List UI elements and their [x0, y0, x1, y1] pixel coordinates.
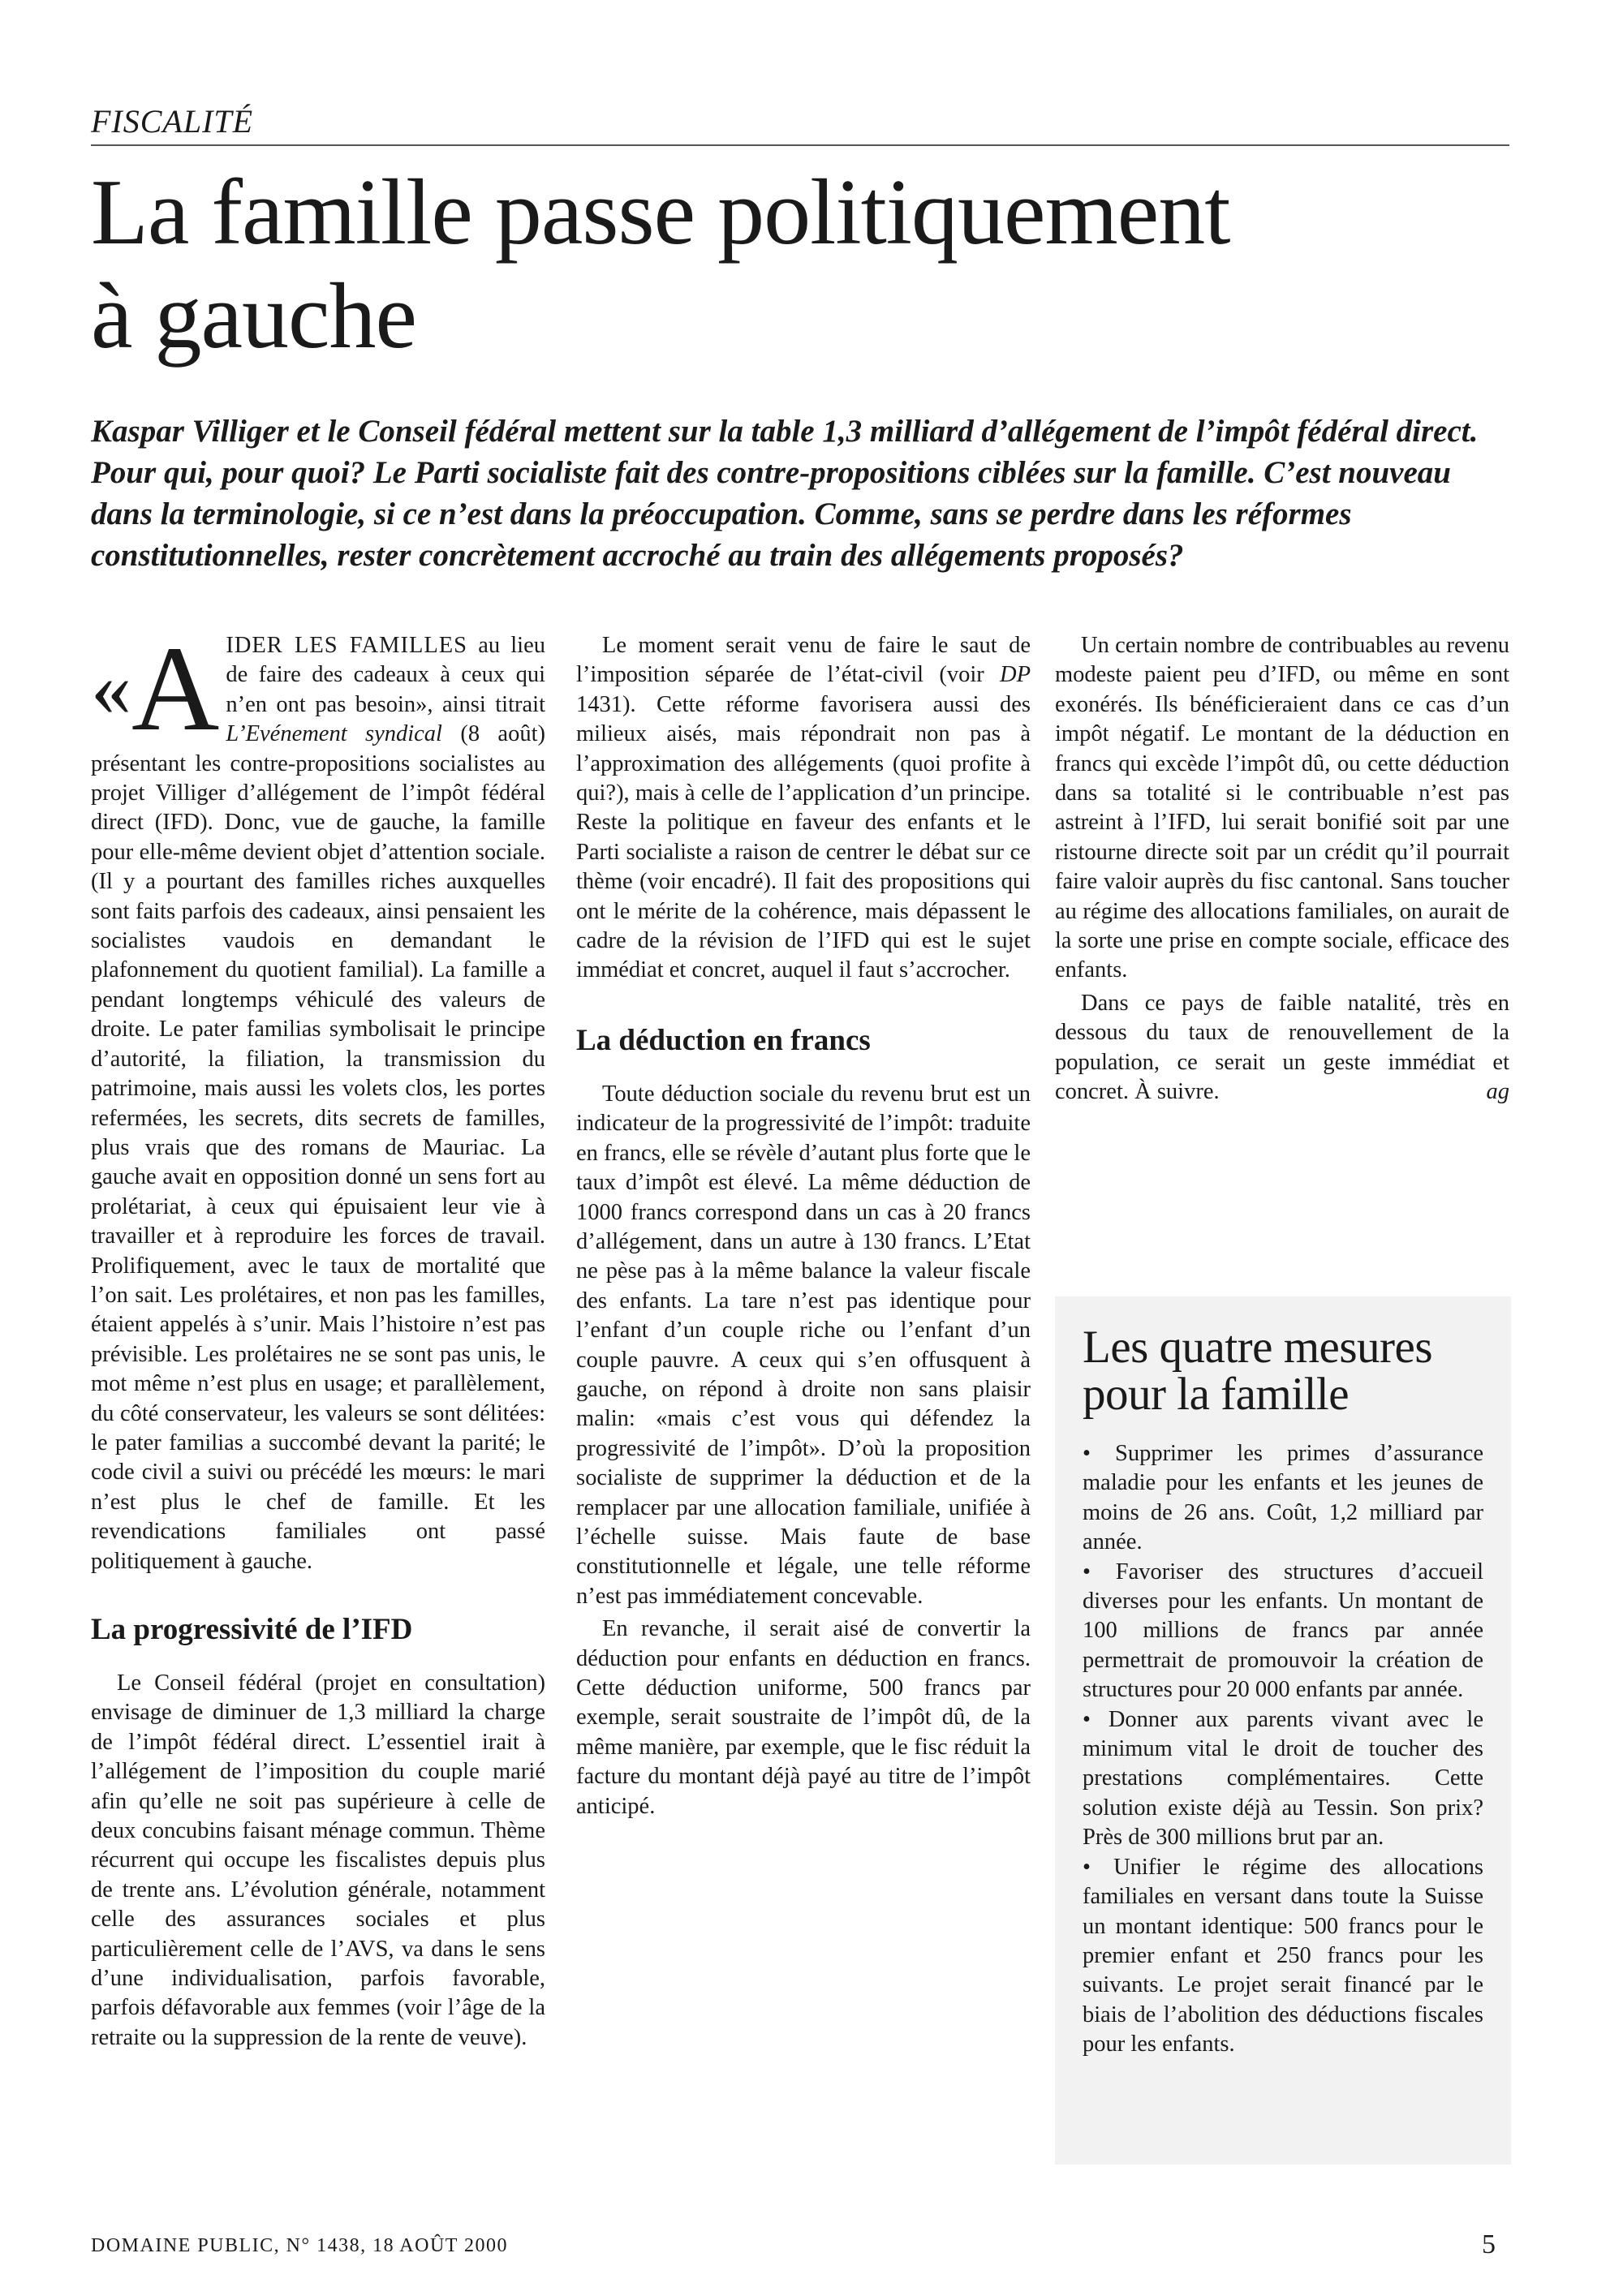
sidebar-item: • Supprimer les primes d’assurance maladie pour les enfants et les jeunes de moins de 26 ans. Coût, 1,2 milliard par année. [1083, 1441, 1483, 1555]
article-paragraph-4: Toute déduction sociale du revenu brut est un indicateur de la progressivité de l’impôt: traduite en francs, elle se révèle d’autant plus forte que le taux d’impôt est élevé. La même déduction de 1000 francs correspond dans un cas à 20 francs d’allégement, dans un autre à 130 francs. L’Etat ne pèse pas à la même balance la valeur fiscale des enfants. La tare n’est pas identique pour l’enfant d’un couple riche ou l’enfant d’un couple pauvre. A ceux qui s’en offusquent à gauche, on répond à droite non sans plaisir malin: «mais c’est vous qui défendez la progressivité de l’impôt». D’où la proposition socialiste de supprimer la déduction et de la remplacer par une allocation familiale, unifiée à l’échelle suisse. Mais faute de base constitutionnelle et légale, une telle réforme n’est pas immédiatement concevable. [576, 1081, 1031, 1609]
sidebar-box [1055, 1296, 1511, 2165]
article-column-3 [1055, 631, 1509, 1107]
article-paragraph-7 [1055, 989, 1509, 1107]
paragraph-1-text-a: au lieu de faire des cadeaux à ceux qui n’en ont pas besoin», ainsi titrait [226, 633, 546, 717]
article-paragraph-5: En revanche, il serait aisé de convertir la déduction pour enfants en déduction en francs. Cette déduction uniforme, 500 francs par exemple, serait soustraite de l’impôt dû, de la même manière, par exemple, que le fisc réduit la facture du montant déjà payé au titre de l’impôt anticipé. [576, 1616, 1031, 1819]
drop-cap-guillemet: « [91, 643, 131, 733]
article-paragraph-1 [91, 621, 546, 1576]
paragraph-3-text-a: Le moment serait venu de faire le saut de l’imposition séparée de l’état-civil (voir [576, 633, 1031, 688]
page-number: 5 [1482, 2229, 1496, 2259]
article-column-1 [91, 621, 546, 2053]
opening-smallcaps: IDER LES FAMILLES [226, 633, 468, 658]
header-rule [91, 144, 1509, 146]
headline-line-2: à gauche [91, 264, 416, 368]
sidebar-item: • Unifier le régime des allocations familiales en versant dans toute la Suisse un montant identique: 500 francs pour le premier enfant et 250 francs pour les suivants. Le projet serait financé par le biais de l’abolition des déductions fiscales pour les enfants. [1083, 1854, 1483, 2057]
paragraph-1-text-b: (8 août) présentant les contre-propositions socialistes au projet Villiger d’allégement de l’impôt fédéral direct (IFD). Donc, vue de gauche, la famille pour elle-même devient objet d’attention sociale. (Il y a pourtant des familles riches auxquelles sont faits parfois des cadeaux, ainsi pensaient les socialistes vaudois en demandant le plafonnement du quotient familial). La famille a pendant longtemps véhiculé des valeurs de droite. Le pater familias symbolisait le principe d’autorité, la filiation, la transmission du patrimoine, mais aussi les volets clos, les portes refermées, les secrets, dits secrets de familles, plus vrais que des romans de Mauriac. La gauche avait en opposition donné un sens fort au prolétariat, à ceux qui épuisaient leur vie à travailler et à reproduire les forces de travail. Prolifiquement, avec le taux de mortalité que l’on sait. Les prolétaires, et non pas les familles, étaient appelés à s’unir. Mais l’histoire n’est pas prévisible. Les prolétaires ne se sont pas unis, le mot même n’est plus en usage; et parallèlement, du côté conservateur, les valeurs se sont délitées: le pater familias a succombé devant la parité; le code civil a suivi ou précédé les mœurs: le mari n’est plus le chef de famille. Et les revendications familiales ont passé politiquement à gauche. [91, 721, 545, 1574]
source-title: L’Evénement syndical [226, 721, 442, 747]
lead-paragraph: Kaspar Villiger et le Conseil fédéral mettent sur la table 1,3 milliard d’allégement de l’impôt fédéral direct. Pour qui, pour quoi? Le Parti socialiste fait des contre-propositions ciblées sur la famille. C’est nouveau dans la terminologie, si ce n’est dans la préoccupation. Comme, sans se perdre dans les réformes constitutionnelles, rester concrètement accroché au train des allégements proposés? [91, 414, 1479, 573]
drop-cap [91, 621, 220, 756]
dp-reference: DP [1000, 662, 1031, 688]
drop-cap-letter: A [131, 621, 220, 756]
paragraph-3-text-b: 1431). Cette réforme favorisera aussi des milieux aisés, mais répondrait non pas à l’approximation des allégements (quoi profite à qui?), mais à celle de l’application d’un principe. Reste la politique en faveur des enfants et le Parti socialiste a raison de centrer le débat sur ce thème (voir encadré). Il fait des propositions qui ont le mérite de la cohérence, mais dépassent le cadre de la révision de l’IFD qui est le sujet immédiat et concret, auquel il faut s’accrocher. [576, 691, 1031, 983]
sidebar-item: • Donner aux parents vivant avec le minimum vital le droit de toucher des prestations complémentaires. Cette solution existe déjà au Tessin. Son prix? Près de 300 millions brut par an. [1083, 1706, 1483, 1851]
headline [91, 161, 1511, 368]
headline-line-1: La famille passe politiquement [91, 161, 1230, 264]
article-column-2 [576, 631, 1031, 1821]
subhead-deduction: La déduction en francs [576, 1023, 871, 1057]
article-paragraph-2: Le Conseil fédéral (projet en consultation) envisage de diminuer de 1,3 milliard la charge de l’impôt fédéral direct. L’essentiel irait à l’allégement de l’imposition du couple marié afin qu’elle ne soit pas supérieure à celle de deux concubins faisant ménage commun. Thème récurrent qui occupe les fiscalistes depuis plus de trente ans. L’évolution générale, notamment celle des assurances sociales et plus particulièrement celle de l’AVS, va dans le sens d’une individualisation, parfois favorable, parfois défavorable aux femmes (voir l’âge de la retraite ou la suppression de la rente de veuve). [91, 1670, 545, 2050]
article-paragraph-6: Un certain nombre de contribuables au revenu modeste paient peu d’IFD, ou même en sont exonérés. Ils bénéficieraient dans ce cas d’un impôt négatif. Le montant de la déduction en francs qui excède l’impôt dû, ou cette déduction dans sa totalité si le contribuable n’est pas astreint à l’IFD, lui serait bonifié soit par une ristourne directe soit par un crédit qu’il pourrait faire valoir auprès du fisc cantonal. Sans toucher au régime des allocations familiales, on aurait de la sorte une prise en compte sociale, efficace des enfants. [1055, 633, 1509, 983]
paragraph-7-text: Dans ce pays de faible natalité, très en dessous du taux de renouvellement de la population, ce serait un geste immédiat et concret. À suivre. [1055, 990, 1509, 1105]
sidebar-item: • Favoriser des structures d’accueil diverses pour les enfants. Un montant de 100 millions de francs par année permettrait de promouvoir la création de structures pour 20 000 enfants par année. [1083, 1559, 1483, 1703]
author-signoff: ag [1486, 1079, 1509, 1105]
subhead-progressivite: La progressivité de l’IFD [91, 1613, 413, 1646]
article-paragraph-3 [576, 631, 1031, 986]
sidebar-title: Les quatre mesures pour la famille [1083, 1322, 1432, 1420]
section-label: FISCALITÉ [91, 103, 254, 140]
footer-publication: DOMAINE PUBLIC, N° 1438, 18 AOÛT 2000 [91, 2235, 508, 2256]
